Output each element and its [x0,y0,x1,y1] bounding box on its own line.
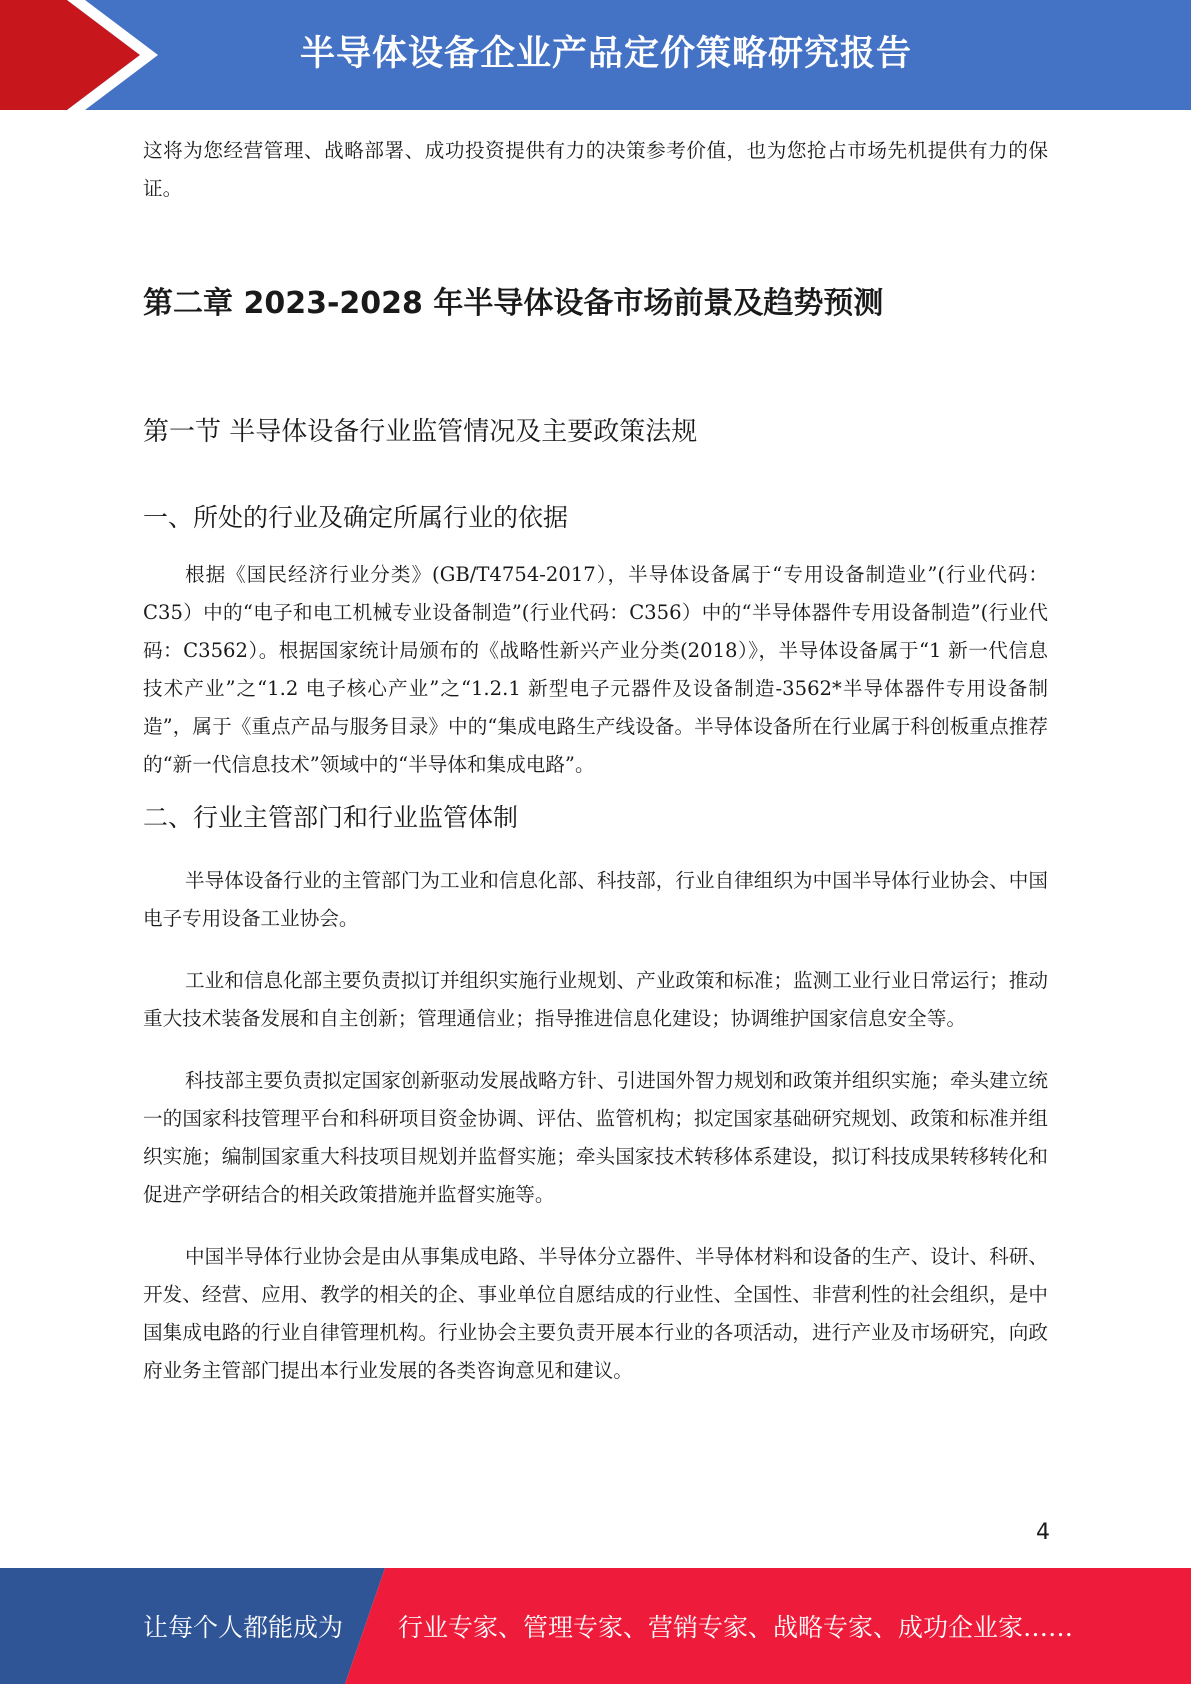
section-heading: 第一节 半导体设备行业监管情况及主要政策法规 [143,417,698,447]
subsection-heading-2: 二、行业主管部门和行业监管体制 [143,803,519,832]
header-banner [0,0,1191,110]
subsection-heading-1: 一、所处的行业及确定所属行业的依据 [143,503,569,532]
body-paragraph: 根据《国民经济行业分类》(GB/T4754-2017），半导体设备属于“专用设备制造业”(行业代码：C35）中的“电子和电工机械专业设备制造”(行业代码：C356）中的“半导体器件专用设备制造”(行业代码：C3562）。根据国家统计局颁布的《战略性新兴产业分类(2018）》，半导体设备属于“1 新一代信息技术产业”之“1.2 电子核心产业”之“1.2.1 新型电子元器件及设备制造-3562*半导体器件专用设备制造”，属于《重点产品与服务目录》中的“集成电路生产线设备。半导体设备所在行业属于科创板重点推荐的“新一代信息技术”领域中的“半导体和集成电路”。 [143,563,1048,776]
footer-banner [0,1568,1191,1684]
report-title: 半导体设备企业产品定价策略研究报告 [300,34,913,74]
body-paragraph: 科技部主要负责拟定国家创新驱动发展战略方针、引进国外智力规划和政策并组织实施；牵头建立统一的国家科技管理平台和科研项目资金协调、评估、监管机构；拟定国家基础研究规划、政策和标准并组织实施；编制国家重大科技项目规划并监督实施；牵头国家技术转移体系建设，拟订科技成果转移转化和促进产学研结合的相关政策措施并监督实施等。 [143,1069,1048,1206]
footer-slogan-left: 让每个人都能成为 [143,1613,344,1642]
intro-paragraph: 这将为您经营管理、战略部署、成功投资提供有力的决策参考价值，也为您抢占市场先机提供有力的保证。 [143,139,1048,200]
body-paragraph: 半导体设备行业的主管部门为工业和信息化部、科技部，行业自律组织为中国半导体行业协会、中国电子专用设备工业协会。 [143,869,1048,930]
chapter-heading: 第二章 2023-2028 年半导体设备市场前景及趋势预测 [143,286,884,321]
footer-slogan-right: 行业专家、管理专家、营销专家、战略专家、成功企业家…… [398,1613,1074,1642]
page-number: 4 [1036,1520,1050,1545]
page-content [143,132,1048,1390]
body-paragraph: 中国半导体行业协会是由从事集成电路、半导体分立器件、半导体材料和设备的生产、设计、科研、开发、经营、应用、教学的相关的企、事业单位自愿结成的行业性、全国性、非营利性的社会组织，是中国集成电路的行业自律管理机构。行业协会主要负责开展本行业的各项活动，进行产业及市场研究，向政府业务主管部门提出本行业发展的各类咨询意见和建议。 [143,1245,1048,1382]
body-paragraph: 工业和信息化部主要负责拟订并组织实施行业规划、产业政策和标准；监测工业行业日常运行；推动重大技术装备发展和自主创新；管理通信业；指导推进信息化建设；协调维护国家信息安全等。 [143,969,1048,1030]
